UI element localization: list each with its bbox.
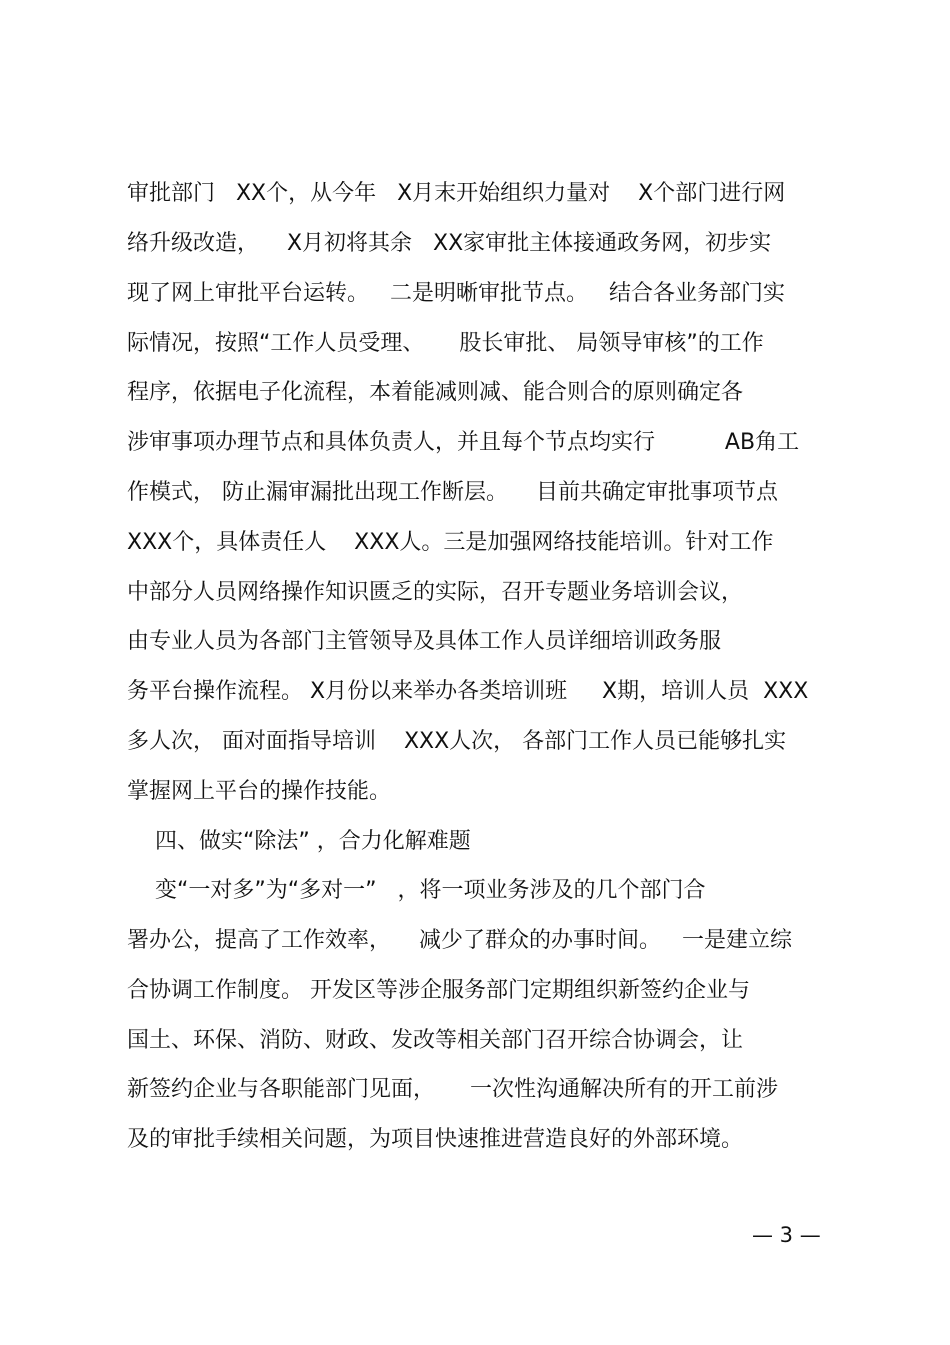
text-line: 由专业人员为各部门主管领导及具体工作人员详细培训政务服 [127, 629, 722, 654]
text-line: 及的审批手续相关问题，为项目快速推进营造良好的外部环境。 [127, 1127, 744, 1152]
text-line: 多人次， 面对面指导培训 XXX人次， 各部门工作人员已能够扎实 [127, 729, 787, 754]
text-line: XXX个，具体责任人 XXX人。三是加强网络技能培训。针对工作 [127, 530, 774, 555]
text-line: 掌握网上平台的操作技能。 [127, 779, 392, 804]
text-line: 现了网上审批平台运转。 二是明晰审批节点。 结合各业务部门实 [127, 281, 785, 306]
text-line: 合协调工作制度。 开发区等涉企服务部门定期组织新签约企业与 [127, 978, 750, 1003]
text-line: 变“一对多”为“多对一” ，将一项业务涉及的几个部门合 [127, 878, 706, 903]
text-line: 务平台操作流程。 X月份以来举办各类培训班 X期，培训人员 XXX [127, 679, 809, 704]
text-line: 国土、环保、消防、财政、发改等相关部门召开综合协调会，让 [127, 1028, 744, 1053]
text-line: 程序，依据电子化流程，本着能减则减、能合则合的原则确定各 [127, 380, 744, 405]
text-line: 络升级改造， X月初将其余 XX家审批主体接通政务网，初步实 [127, 231, 772, 256]
text-line: 中部分人员网络操作知识匮乏的实际，召开专题业务培训会议， [127, 580, 744, 605]
text-line: 际情况，按照“工作人员受理、 股长审批、 局领导审核”的工作 [127, 331, 764, 356]
text-line: 作模式， 防止漏审漏批出现工作断层。 目前共确定审批事项节点 [127, 480, 778, 505]
text-line: 新签约企业与各职能部门见面， 一次性沟通解决所有的开工前涉 [127, 1077, 778, 1102]
page-number: — 3 — [752, 1223, 821, 1247]
text-line: 审批部门 XX个，从今年 X月末开始组织力量对 X个部门进行网 [127, 181, 786, 206]
text-line: 署办公，提高了工作效率， 减少了群众的办事时间。 一是建立综 [127, 928, 792, 953]
section-heading: 四、做实“除法” ，合力化解难题 [127, 829, 471, 854]
text-line: 涉审事项办理节点和具体负责人，并且每个节点均实行 AB角工 [127, 430, 800, 455]
